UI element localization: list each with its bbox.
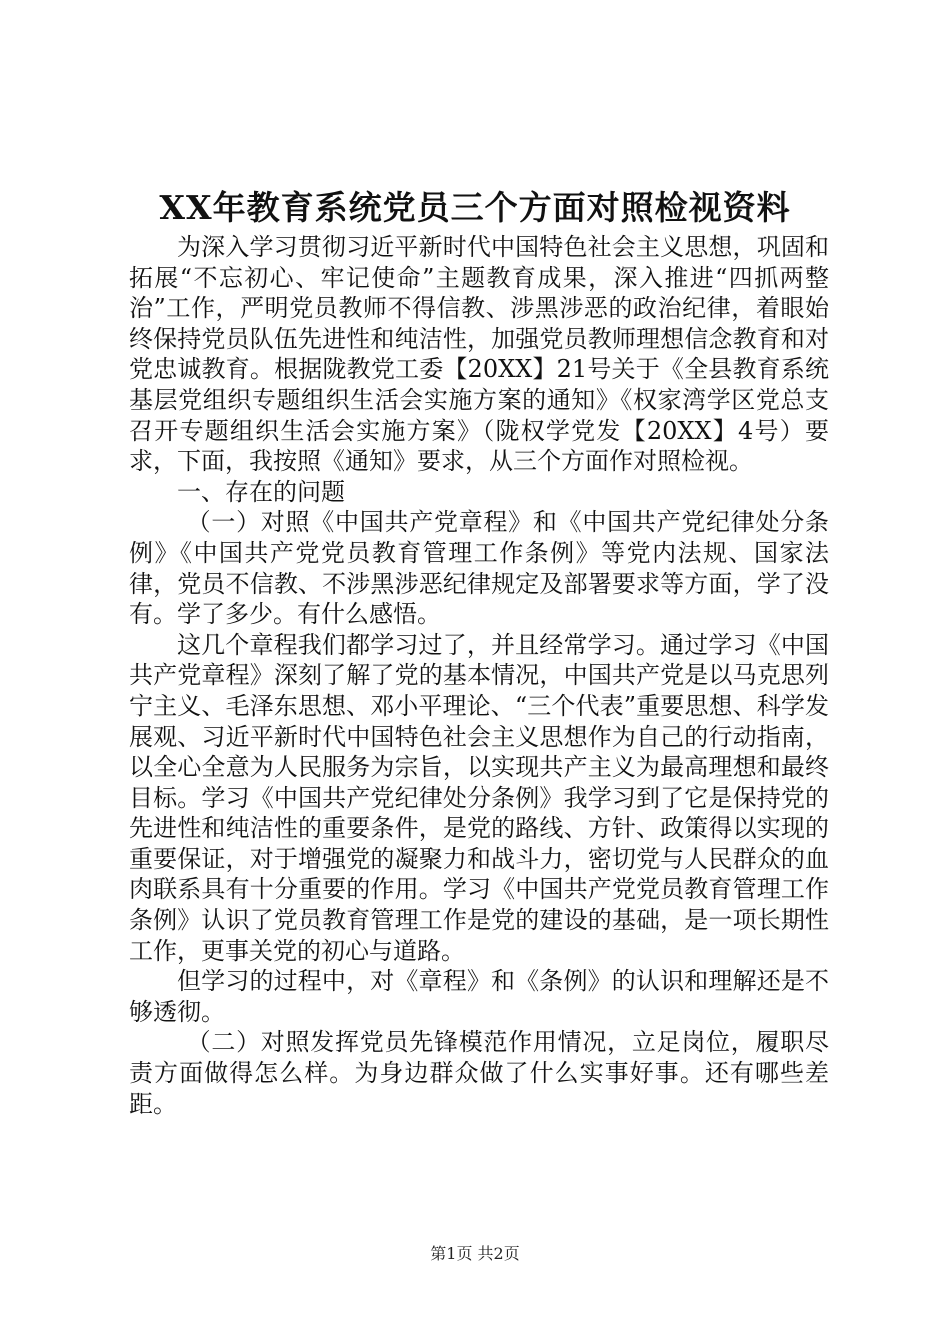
study-paragraph: 这几个章程我们都学习过了，并且经常学习。通过学习《中国共产党章程》深刻了解了党的基本情况，中国共产党是以马克思列宁主义、毛泽东思想、邓小平理论、“三个代表”重要思想、科学发展观、习近平新时代中国特色社会主义思想作为自己的行动指南，以全心全意为人民服务为宗旨，以实现共产主义为最高理想和最终目标。学习《中国共产党纪律处分条例》我学习到了它是保持党的先进性和纯洁性的重要条件，是党的路线、方针、政策得以实现的重要保证，对于增强党的凝聚力和战斗力，密切党与人民群众的血肉联系具有十分重要的作用。学习《中国共产党党员教育管理工作条例》认识了党员教育管理工作是党的建设的基础，是一项长期性工作，更事关党的初心与道路。 [129,630,829,965]
shortcoming-paragraph: 但学习的过程中，对《章程》和《条例》的认识和理解还是不够透彻。 [129,967,829,1026]
page-footer: 第1页 共2页 [430,1244,520,1263]
intro-paragraph: 为深入学习贯彻习近平新时代中国特色社会主义思想，巩固和拓展“不忘初心、牢记使命”主题教育成果，深入推进“四抓两整治”工作，严明党员教师不得信教、涉黑涉恶的政治纪律，着眼始终保持党员队伍先进性和纯洁性，加强党员教师理想信念教育和对党忠诚教育。根据陇教党工委【20XX】21号关于《全县教育系统基层党组织专题组织生活会实施方案的通知》《权家湾学区党总支召开专题组织生活会实施方案》（陇权学党发【20XX】4号）要求，下面，我按照《通知》要求，从三个方面作对照检视。 [129,233,829,476]
document-body [129,232,829,1119]
section-heading-problems: 一、存在的问题 [177,477,345,506]
item-two-paragraph: （二）对照发挥党员先锋模范作用情况，立足岗位，履职尽责方面做得怎么样。为身边群众做了什么实事好事。还有哪些差距。 [129,1028,829,1118]
document-title: XX年教育系统党员三个方面对照检视资料 [159,188,791,227]
item-one-paragraph: （一）对照《中国共产党章程》和《中国共产党纪律处分条例》《中国共产党党员教育管理工作条例》等党内法规、国家法律，党员不信教、不涉黑涉恶纪律规定及部署要求等方面，学了没有。学了多少。有什么感悟。 [129,508,829,629]
